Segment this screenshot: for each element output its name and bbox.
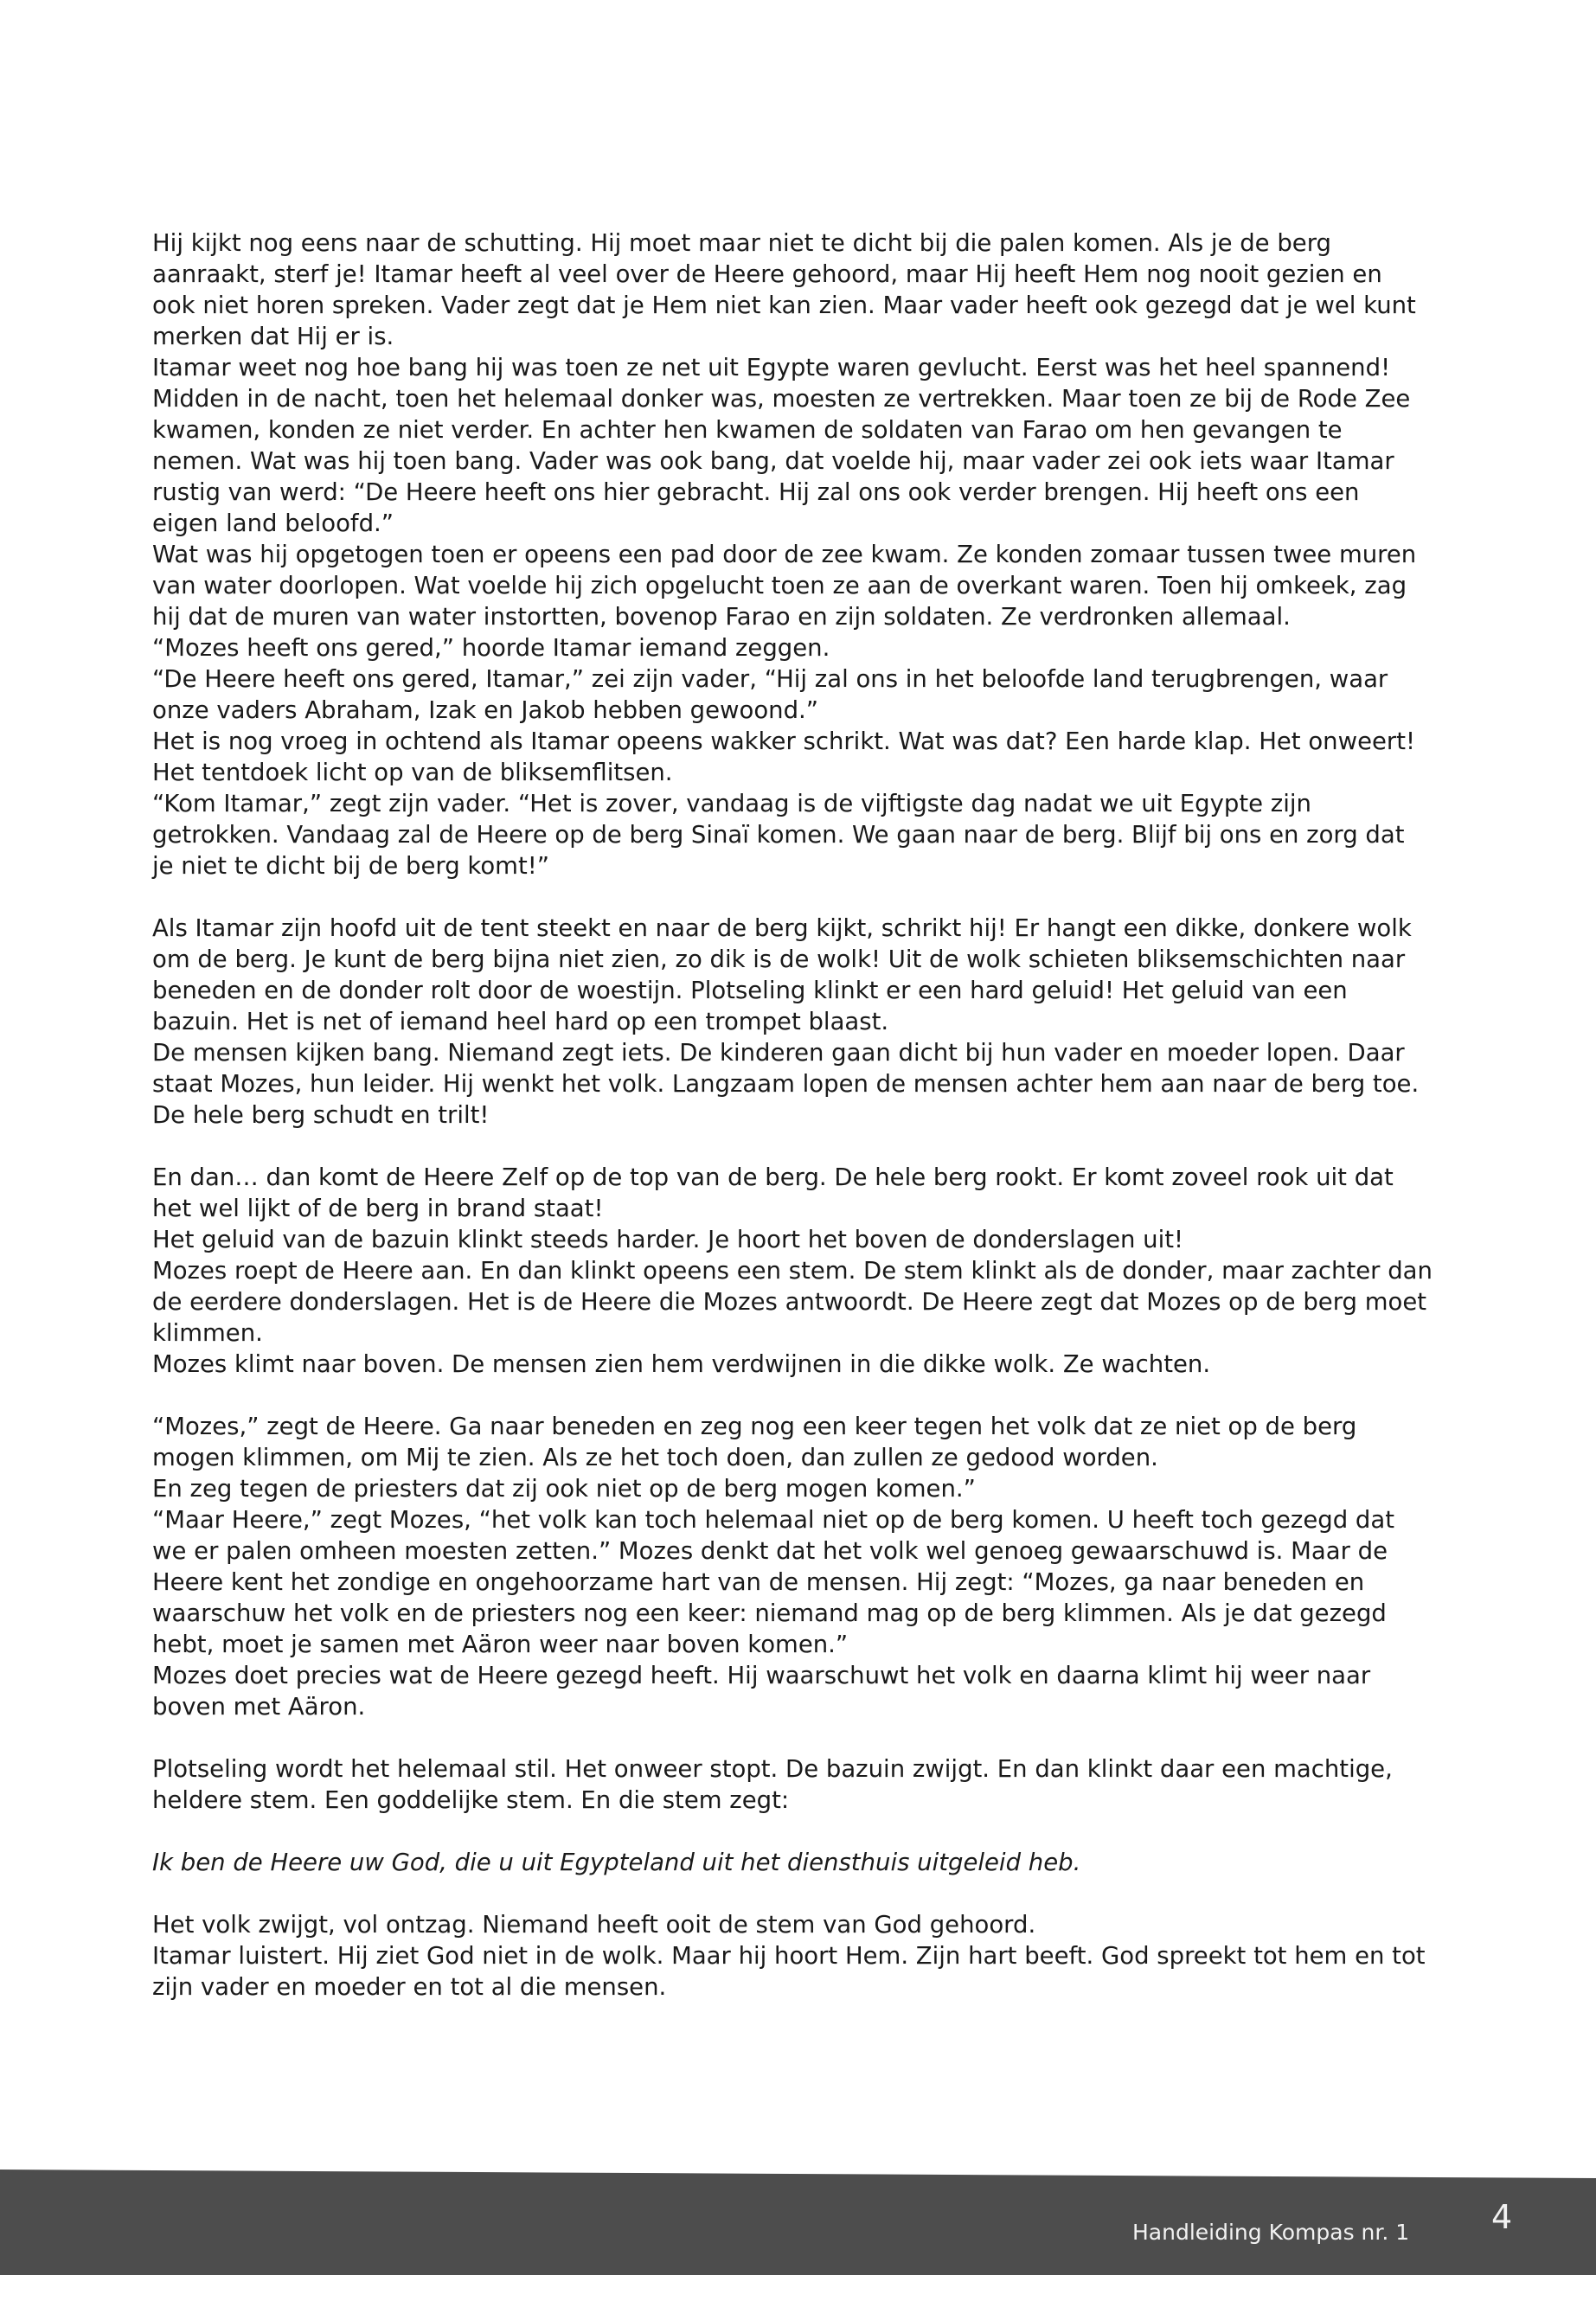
paragraph: Het geluid van de bazuin klinkt steeds harder. Je hoort het boven de donderslagen uit!: [152, 1226, 1184, 1253]
paragraph: “Mozes heeft ons gered,” hoorde Itamar iemand zeggen.: [152, 634, 830, 662]
paragraph: Hij kijkt nog eens naar de schutting. Hij moet maar niet te dicht bij die palen komen. Als je de berg aanraakt, sterf je! Itamar heeft al veel over de Heere gehoord, maar Hij heeft Hem nog nooit gezien en ook niet horen spreken. Vader zegt dat je Hem niet kan zien. Maar vader heeft ook gezegd dat je wel kunt merken dat Hij er is.: [152, 229, 1416, 350]
paragraph: “De Heere heeft ons gered, Itamar,” zei zijn vader, “Hij zal ons in het beloofde land terugbrengen, waar onze vaders Abraham, Izak en Jakob hebben gewoond.”: [152, 665, 1388, 724]
paragraph: Itamar weet nog hoe bang hij was toen ze net uit Egypte waren gevlucht. Eerst was het heel spannend! Midden in de nacht, toen het helemaal donker was, moesten ze vertrekken. Maar toen ze bij de Rode Zee kwamen, konden ze niet verder. En achter hen kwamen de soldaten van Farao om hen gevangen te nemen. Wat was hij toen bang. Vader was ook bang, dat voelde hij, maar vader zei ook iets waar Itamar rustig van werd: “De Heere heeft ons hier gebracht. Hij zal ons ook verder brengen. Hij heeft ons een eigen land beloofd.”: [152, 354, 1411, 537]
paragraph-gap: [152, 881, 1433, 913]
paragraph-gap: [152, 1131, 1433, 1162]
paragraph: Het is nog vroeg in ochtend als Itamar opeens wakker schrikt. Wat was dat? Een harde klap. Het onweert! Het tentdoek licht op van de bliksemflitsen.: [152, 727, 1416, 786]
paragraph-gap: [152, 1816, 1433, 1847]
paragraph-gap: [152, 1878, 1433, 1909]
paragraph: Wat was hij opgetogen toen er opeens een pad door de zee kwam. Ze konden zomaar tussen twee muren van water doorlopen. Wat voelde hij zich opgelucht toen ze aan de overkant waren. Toen hij omkeek, zag hij dat de muren van water instortten, bovenop Farao en zijn soldaten. Ze verdronken allemaal.: [152, 541, 1417, 631]
paragraph-gap: [152, 1722, 1433, 1753]
paragraph: “Kom Itamar,” zegt zijn vader. “Het is zover, vandaag is de vijftigste dag nadat we uit Egypte zijn getrokken. Vandaag zal de Heere op de berg Sinaï komen. We gaan naar de berg. Blijf bij ons en zorg dat je niet te dicht bij de berg komt!”: [152, 790, 1405, 880]
paragraph: Als Itamar zijn hoofd uit de tent steekt en naar de berg kijkt, schrikt hij! Er hangt een dikke, donkere wolk om de berg. Je kunt de berg bijna niet zien, zo dik is de wolk! Uit de wolk schieten bliksemschichten naar beneden en de donder rolt door de woestijn. Plotseling klinkt er een hard geluid! Het geluid van een bazuin. Het is net of iemand heel hard op een trompet blaast.: [152, 914, 1412, 1035]
paragraph: Mozes doet precies wat de Heere gezegd heeft. Hij waarschuwt het volk en daarna klimt hij weer naar boven met Aäron.: [152, 1662, 1371, 1721]
paragraph: Het volk zwijgt, vol ontzag. Niemand heeft ooit de stem van God gehoord.: [152, 1911, 1036, 1939]
paragraph: En dan… dan komt de Heere Zelf op de top van de berg. De hele berg rookt. Er komt zoveel rook uit dat het wel lijkt of de berg in brand staat!: [152, 1163, 1394, 1222]
footer-title: Handleiding Kompas nr. 1: [1132, 2220, 1410, 2245]
quote-line: Ik ben de Heere uw God, die u uit Egypteland uit het diensthuis uitgeleid heb.: [152, 1849, 1081, 1876]
paragraph: En zeg tegen de priesters dat zij ook niet op de berg mogen komen.”: [152, 1475, 976, 1503]
paragraph: Itamar luistert. Hij ziet God niet in de wolk. Maar hij hoort Hem. Zijn hart beeft. God spreekt tot hem en tot zijn vader en moeder en tot al die mensen.: [152, 1942, 1426, 2001]
paragraph-gap: [152, 1380, 1433, 1411]
paragraph: Mozes roept de Heere aan. En dan klinkt opeens een stem. De stem klinkt als de donder, maar zachter dan de eerdere donderslagen. Het is de Heere die Mozes antwoordt. De Heere zegt dat Mozes op de berg moet klimmen.: [152, 1257, 1433, 1347]
paragraph: De mensen kijken bang. Niemand zegt iets. De kinderen gaan dicht bij hun vader en moeder lopen. Daar staat Mozes, hun leider. Hij wenkt het volk. Langzaam lopen de mensen achter hem aan naar de berg toe. De hele berg schudt en trilt!: [152, 1039, 1420, 1129]
paragraph: Mozes klimt naar boven. De mensen zien hem verdwijnen in die dikke wolk. Ze wachten.: [152, 1350, 1211, 1378]
page-body: [152, 228, 1433, 2003]
paragraph: Plotseling wordt het helemaal stil. Het onweer stopt. De bazuin zwijgt. En dan klinkt daar een machtige, heldere stem. Een goddelijke stem. En die stem zegt:: [152, 1755, 1393, 1814]
page-number: 4: [1491, 2198, 1513, 2236]
paragraph: “Mozes,” zegt de Heere. Ga naar beneden en zeg nog een keer tegen het volk dat ze niet op de berg mogen klimmen, om Mij te zien. Als ze het toch doen, dan zullen ze gedood worden.: [152, 1413, 1357, 1471]
paragraph: “Maar Heere,” zegt Mozes, “het volk kan toch helemaal niet op de berg komen. U heeft toch gezegd dat we er palen omheen moesten zetten.” Mozes denkt dat het volk wel genoeg gewaarschuwd is. Maar de Heere kent het zondige en ongehoorzame hart van de mensen. Hij zegt: “Mozes, ga naar beneden en waarschuw het volk en de priesters nog een keer: niemand mag op de berg klimmen. Als je dat gezegd hebt, moet je samen met Aäron weer naar boven komen.”: [152, 1506, 1394, 1658]
